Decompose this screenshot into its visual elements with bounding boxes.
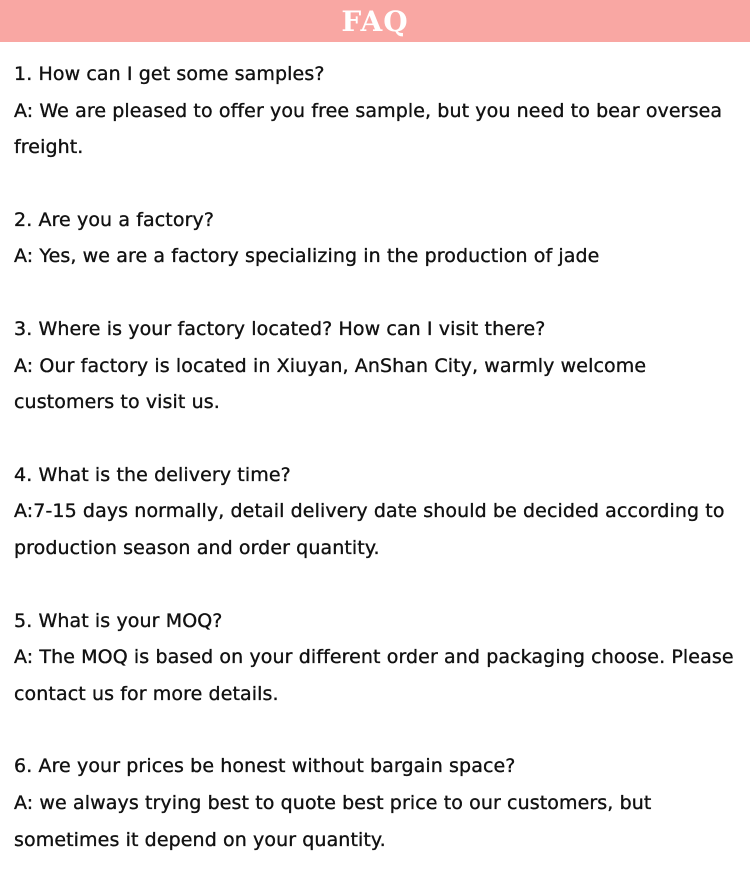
faq-question-1: 1. How can I get some samples? [14,63,325,85]
faq-item-5 [14,603,740,713]
faq-answer-5: A: The MOQ is based on your different order and packaging choose. Please contact us for more details. [14,646,734,705]
page-title: FAQ [341,4,409,38]
faq-answer-6: A: we always trying best to quote best price to our customers, but sometimes it depend on your quantity. [14,791,652,851]
faq-question-5: 5. What is your MOQ? [14,609,223,632]
faq-answer-4: A:7-15 days normally, detail delivery date should be decided according to production season and order quantity. [14,500,725,559]
faq-banner [0,0,750,42]
faq-question-2: 2. Are you a factory? [14,208,215,231]
faq-answer-2: A: Yes, we are a factory specializing in the production of jade [14,245,600,268]
faq-item-2 [14,202,740,275]
faq-item-4 [14,457,740,567]
faq-answer-1: A: We are pleased to offer you free sample, but you need to bear oversea freight. [14,99,723,159]
faq-question-4: 4. What is the delivery time? [14,463,291,486]
faq-item-6 [14,748,740,858]
faq-question-6: 6. Are your prices be honest without bargain space? [14,755,516,778]
faq-item-3 [14,311,740,421]
faq-item-1 [14,56,740,166]
faq-answer-3: A: Our factory is located in Xiuyan, AnShan City, warmly welcome customers to visit us. [14,354,647,414]
faq-list [14,56,740,894]
faq-question-3: 3. Where is your factory located? How can I visit there? [14,317,546,340]
